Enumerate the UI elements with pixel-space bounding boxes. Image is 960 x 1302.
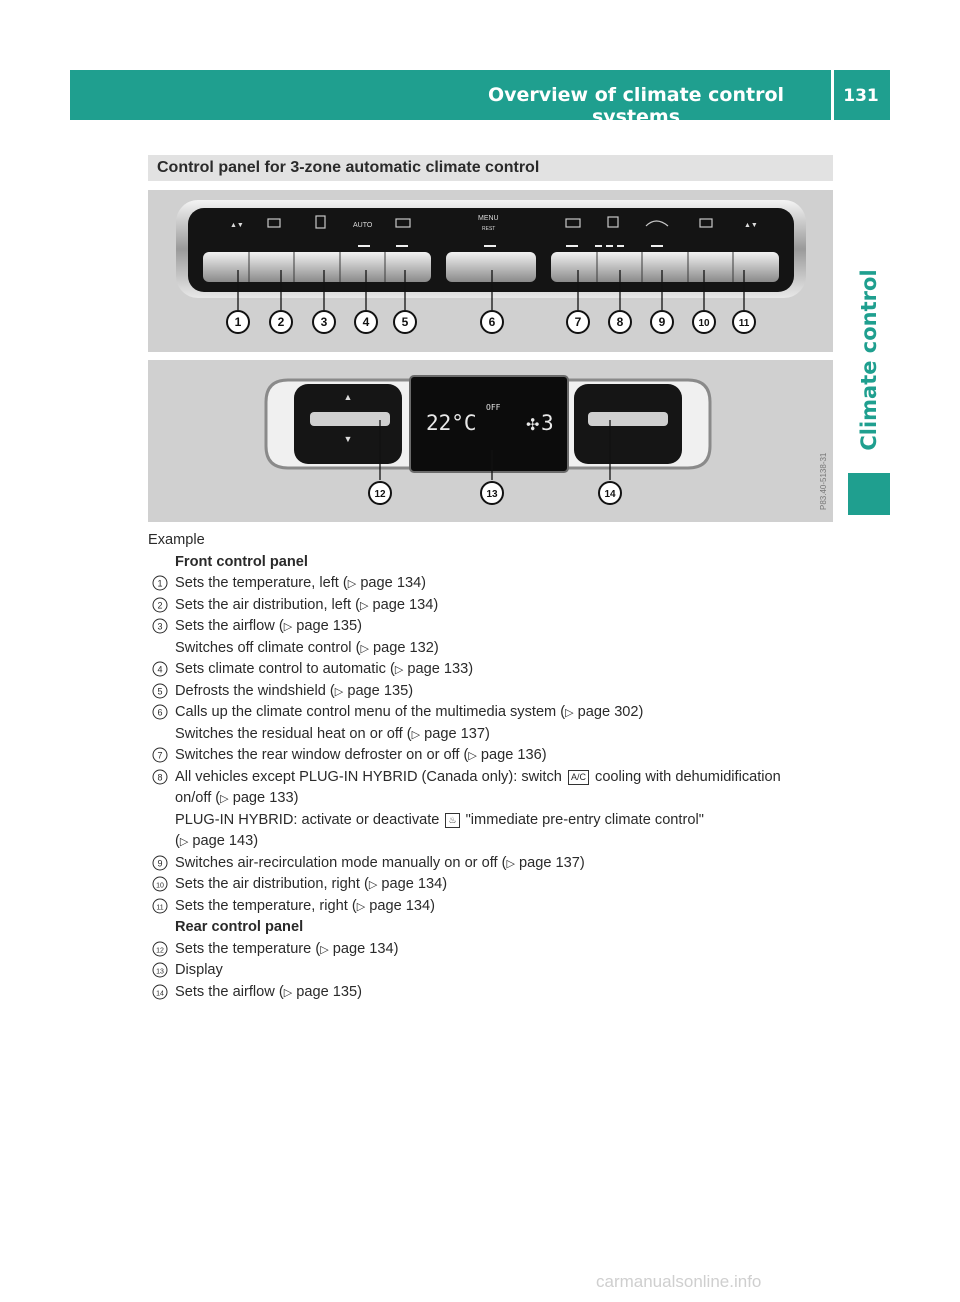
triangle-arrow-icon: ▷ [356, 900, 366, 913]
svg-text:7: 7 [574, 315, 582, 329]
page-reference[interactable]: page 134) [332, 940, 399, 957]
svg-text:9: 9 [157, 858, 163, 868]
triangle-arrow-icon: ▷ [506, 857, 515, 870]
circled-number-icon [152, 898, 168, 914]
item-text: Sets the air distribution, left ( [175, 596, 360, 613]
triangle-arrow-icon: ▷ [334, 685, 344, 698]
svg-text:2: 2 [157, 600, 163, 610]
svg-text:4: 4 [362, 315, 370, 329]
display-fan-level: 3 [541, 411, 554, 435]
triangle-arrow-icon: ▷ [283, 986, 293, 999]
list-item [148, 681, 848, 703]
callout-10 [693, 311, 715, 333]
svg-text:8: 8 [616, 315, 624, 329]
svg-text:AUTO: AUTO [353, 222, 373, 229]
list-item [148, 896, 848, 918]
legend-text [148, 530, 848, 1003]
svg-text:▼: ▼ [343, 434, 353, 444]
triangle-arrow-icon: ▷ [347, 578, 357, 590]
page-reference[interactable]: page 134) [372, 596, 439, 613]
list-item [148, 745, 848, 767]
svg-text:13: 13 [156, 968, 164, 976]
item-text: Sets climate control to automatic ( [175, 661, 395, 677]
svg-text:▲▼: ▲▼ [744, 222, 758, 229]
svg-text:11: 11 [156, 904, 164, 911]
watermark: carmanualsonline.info [596, 1272, 762, 1291]
page-reference[interactable]: page 136) [480, 747, 547, 763]
item-text: Sets the airflow ( [175, 983, 284, 1000]
page-reference[interactable]: page 135) [347, 682, 414, 699]
list-item [148, 659, 848, 681]
item-text: Calls up the climate control menu of the multimedia system ( [175, 704, 566, 720]
pre-entry-climate-icon: ♨ [445, 813, 459, 828]
svg-text:▲▼: ▲▼ [230, 222, 244, 229]
svg-text:10: 10 [156, 882, 164, 890]
circled-number-icon [152, 661, 168, 677]
front-heading: Front control panel [175, 553, 308, 570]
svg-text:7: 7 [157, 750, 163, 761]
list-item [148, 939, 848, 961]
circled-number-icon [152, 876, 168, 892]
circled-number-icon [152, 618, 168, 634]
svg-text:2: 2 [277, 315, 285, 329]
svg-text:14: 14 [604, 489, 616, 500]
item-text: Sets the air distribution, right ( [175, 876, 369, 892]
callout-8 [609, 311, 631, 333]
triangle-arrow-icon: ▷ [359, 599, 369, 612]
display-status: OFF [486, 403, 501, 412]
item-text: Switches air-recirculation mode manually on or off ( [175, 854, 507, 871]
page-reference[interactable]: page 302) [577, 704, 644, 720]
callout-9 [651, 311, 673, 333]
callout-2 [270, 311, 292, 333]
svg-text:5: 5 [157, 686, 163, 696]
front-control-panel-image [148, 190, 833, 352]
display-temperature: 22°C [426, 411, 477, 435]
circled-number-icon [152, 984, 168, 1000]
page-reference[interactable]: page 134) [369, 897, 435, 914]
svg-text:11: 11 [738, 318, 750, 329]
side-tab-label: Climate control [857, 269, 881, 451]
item-text: Switches off climate control ( [175, 639, 361, 656]
header-divider [831, 70, 834, 120]
circled-number-icon [152, 597, 168, 613]
page-reference[interactable]: page 134) [360, 575, 427, 591]
list-item [148, 702, 848, 724]
svg-text:4: 4 [157, 664, 163, 675]
triangle-arrow-icon: ▷ [565, 707, 574, 719]
circled-number-icon [152, 747, 168, 763]
circled-number-icon [152, 704, 168, 720]
callout-7 [567, 311, 589, 333]
item-text: Switches the residual heat on or off ( [175, 725, 412, 742]
item-text: Display [175, 962, 223, 978]
triangle-arrow-icon: ▷ [179, 836, 189, 848]
page-reference[interactable]: page 137) [519, 854, 585, 871]
triangle-arrow-icon: ▷ [360, 642, 369, 655]
callout-4 [355, 311, 377, 333]
svg-text:13: 13 [486, 489, 498, 500]
header-title: Overview of climate control systems [487, 84, 785, 128]
svg-text:5: 5 [401, 315, 409, 329]
section-title: Control panel for 3-zone automatic climate control [157, 159, 540, 176]
items-list-2 [148, 853, 848, 918]
fan-icon: ✣ [526, 417, 540, 434]
item-text: Sets the temperature, right ( [175, 897, 357, 914]
list-item [148, 853, 848, 875]
item-8-line-1: 8 All vehicles except PLUG-IN HYBRID (Canada only): switch A/C cooling with dehumidification [148, 767, 848, 789]
svg-text:8: 8 [157, 772, 163, 782]
page-number: 131 [843, 86, 879, 106]
side-tab-marker [848, 473, 890, 515]
items-list-3 [148, 939, 848, 1004]
circled-number-icon [152, 683, 168, 699]
triangle-arrow-icon: ▷ [368, 879, 378, 891]
triangle-arrow-icon: ▷ [394, 664, 404, 676]
circled-number-icon [152, 962, 168, 978]
svg-text:1: 1 [234, 315, 242, 329]
svg-text:1: 1 [157, 578, 163, 589]
triangle-arrow-icon: ▷ [320, 943, 329, 956]
svg-text:12: 12 [156, 947, 164, 954]
triangle-arrow-icon: ▷ [468, 750, 477, 762]
triangle-arrow-icon: ▷ [220, 793, 229, 805]
page-reference[interactable]: page 132) [373, 639, 439, 656]
callout-13 [481, 482, 503, 504]
page-reference[interactable]: page 134) [381, 876, 448, 892]
item-8-line-3: PLUG-IN HYBRID: activate or deactivate ♨ "immediate pre-entry climate control" [175, 811, 704, 828]
callout-5 [394, 311, 416, 333]
svg-text:▲: ▲ [343, 392, 353, 402]
svg-text:3: 3 [157, 621, 163, 632]
item-text: Sets the temperature, left ( [175, 575, 348, 591]
callout-6 [481, 311, 503, 333]
svg-text:6: 6 [488, 315, 496, 329]
circled-number-icon [152, 575, 168, 591]
list-item [148, 960, 848, 982]
page-reference[interactable]: page 135) [296, 983, 362, 1000]
svg-text:12: 12 [374, 489, 386, 500]
ac-symbol-icon: A/C [568, 770, 589, 785]
callout-11 [733, 311, 755, 333]
caption: Example [148, 532, 205, 548]
svg-text:MENU: MENU [478, 215, 499, 222]
svg-text:9: 9 [658, 315, 666, 329]
list-item [148, 616, 848, 638]
list-item [148, 724, 848, 746]
page-reference[interactable]: page 133) [407, 661, 474, 677]
item-text: Sets the airflow ( [175, 618, 284, 634]
svg-text:10: 10 [698, 318, 710, 329]
triangle-arrow-icon: ▷ [411, 728, 421, 741]
callout-12 [369, 482, 391, 504]
circled-number-icon [152, 855, 168, 871]
svg-text:6: 6 [157, 707, 163, 718]
item-text: Switches the rear window defroster on or off ( [175, 747, 469, 763]
page-reference[interactable]: page 135) [296, 618, 362, 634]
callout-3 [313, 311, 335, 333]
item-text: Defrosts the windshield ( [175, 682, 335, 699]
circled-number-icon [152, 769, 168, 785]
list-item [148, 874, 848, 896]
svg-text:3: 3 [320, 315, 328, 329]
list-item [148, 595, 848, 617]
triangle-arrow-icon: ▷ [283, 621, 293, 633]
list-item [148, 982, 848, 1004]
image-code: P83.40-5138-31 [819, 452, 828, 510]
item-text: Sets the temperature ( [175, 940, 321, 957]
item-8-line-4: (▷ page 143) [175, 833, 259, 849]
page-reference[interactable]: page 137) [424, 725, 490, 742]
circled-number-icon [152, 941, 168, 957]
item-8-line-2: on/off (▷ page 133) [175, 790, 299, 806]
list-item [148, 638, 848, 660]
callout-1 [227, 311, 249, 333]
list-item [148, 573, 848, 595]
rear-heading: Rear control panel [175, 919, 304, 935]
items-list [148, 573, 848, 767]
callout-14 [599, 482, 621, 504]
svg-text:REST: REST [482, 226, 496, 232]
svg-text:14: 14 [156, 990, 164, 997]
rear-control-panel-image [148, 360, 833, 522]
